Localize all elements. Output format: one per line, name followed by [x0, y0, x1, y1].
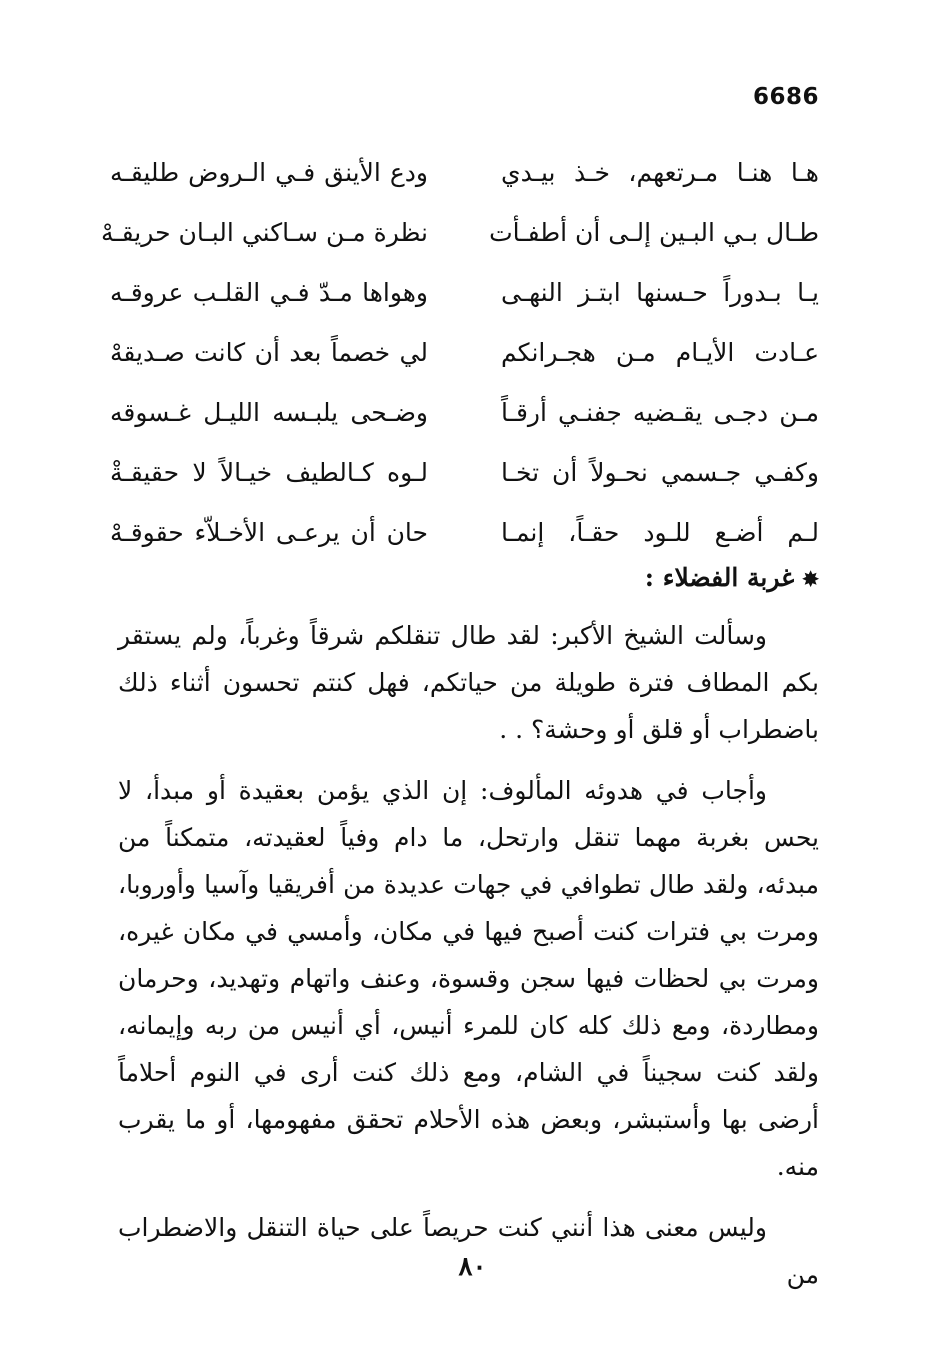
- poem-verse: [110, 142, 819, 202]
- verse-first-half: هـا هنـا مـرتعهم، خـذ بيـدي: [501, 157, 819, 187]
- section-heading-text: غربة الفضلاء :: [644, 563, 795, 592]
- verse-second-half: نظرة مـن سـاكني البـان حريقـهْ: [100, 217, 428, 247]
- paragraph: وليس معنى هذا أنني كنت حريصاً على حياة التنقل والاضطراب من: [118, 1213, 819, 1289]
- poem-verse: [110, 382, 819, 442]
- paragraph: وأجاب في هدوئه المألوف: إن الذي يؤمن بعقيدة أو مبدأ، لا يحس بغربة مهما تنقل وارتحل، ما دام وفياً لعقيدته، متمكناً من مبدئه، ولقد طال تطوافي في جهات عديدة من أفريقيا وآسيا وأوروبا، ومرت بي فترات كنت أصبح فيها في مكان، وأمسي في مكان غيره، ومرت بي لحظات فيها سجن وقسوة، وعنف واتهام وتهديد، وحرمان ومطاردة، ومع ذلك كله كان للمرء أنيس، أي أنيس من ربه وإيمانه، ولقد كنت سجيناً في الشام، ومع ذلك كنت أرى في النوم أحلاماً أرضى بها وأستبشر، وبعض هذه الأحلام تحقق مفهومها، أو ما يقرب منه.: [118, 776, 819, 1181]
- verse-first-half: عـادت الأيـام مـن هجـرانكم: [501, 337, 819, 367]
- poem-verse: [110, 262, 819, 322]
- verse-first-half: لـم أضـع للـود حقـاً، إنمـا: [501, 517, 819, 547]
- verse-second-half: لـوه كـالطيف خيـالاً لا حقيقـةْ: [110, 457, 428, 487]
- poem-verse: [100, 202, 819, 262]
- section-heading: [645, 563, 819, 592]
- paragraph: وسألت الشيخ الأكبر: لقد طال تنقلكم شرقاً وغرباً، ولم يستقر بكم المطاف فترة طويلة من حياتكم، فهل كنتم تحسون أثناء ذلك باضطراب أو قلق أو وحشة؟ . .: [118, 621, 819, 744]
- verse-second-half: حان أن يرعـى الأخـلاّء حقوقـهْ: [110, 517, 428, 547]
- verse-first-half: مـن دجـى يقـضيه جفنـي أرقـاً: [501, 397, 819, 427]
- verse-second-half: وهواها مـدّ فـي القلـب عروقـه: [110, 277, 428, 307]
- prose-body: [118, 612, 819, 1312]
- poem-verse: [110, 502, 819, 562]
- poem: [100, 142, 819, 562]
- verse-first-half: طـال بـي البـين إلـى أن أطفـأت: [489, 217, 819, 247]
- page-number: ٨٠: [458, 1252, 487, 1282]
- page-id: 6686: [752, 84, 819, 110]
- poem-verse: [110, 322, 819, 382]
- verse-second-half: ودع الأينق فـي الـروض طليقـه: [110, 157, 428, 187]
- verse-second-half: لي خصماً بعد أن كانت صـديقهْ: [110, 337, 428, 367]
- verse-first-half: وكفـي جـسمي نحـولاً أن تخـا: [501, 457, 819, 487]
- star-icon: ✸: [802, 567, 819, 591]
- poem-verse: [110, 442, 819, 502]
- verse-first-half: يـا بـدوراً حـسنها ابتـز النهـى: [501, 277, 819, 307]
- verse-second-half: وضـحى يلبـسه الليـل غـسوقه: [110, 397, 428, 427]
